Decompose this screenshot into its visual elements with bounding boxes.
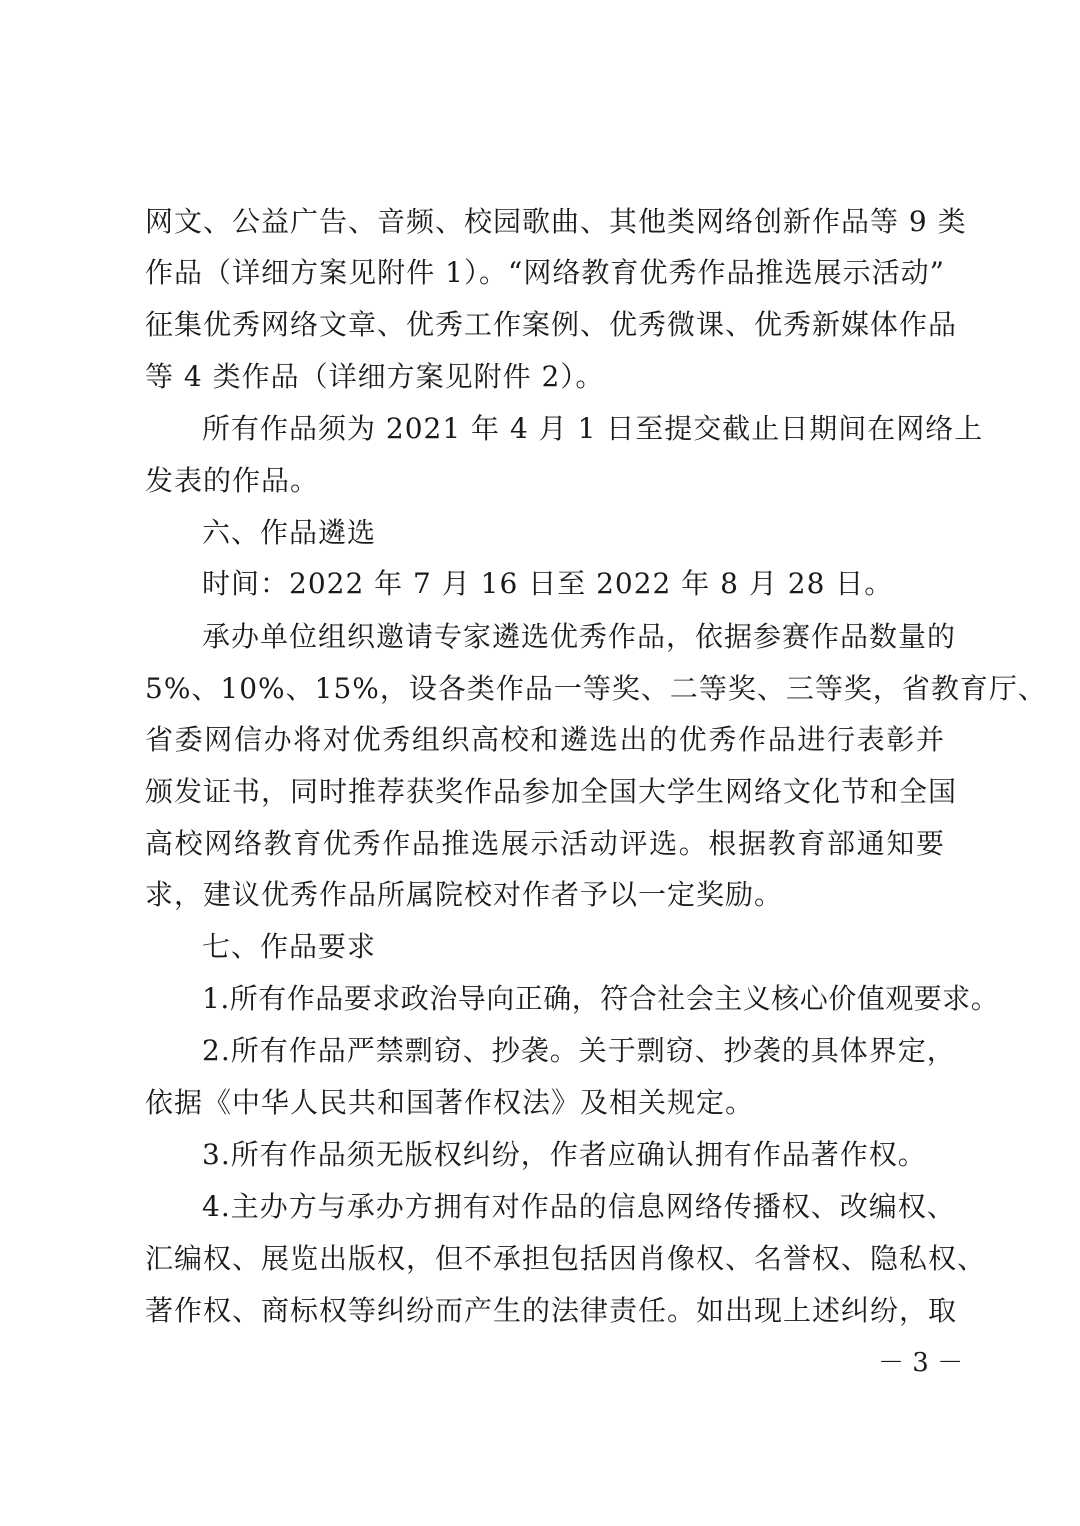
- paragraph-line: 求，建议优秀作品所属院校对作者予以一定奖励。: [145, 878, 784, 911]
- section-heading: 七、作品要求: [202, 930, 377, 963]
- requirement-item: 依据《中华人民共和国著作权法》及相关规定。: [145, 1086, 755, 1119]
- paragraph-line: 高校网络教育优秀作品推选展示活动评选。根据教育部通知要: [145, 827, 945, 860]
- paragraph-line: 承办单位组织邀请专家遴选优秀作品，依据参赛作品数量的: [202, 620, 957, 653]
- paragraph-line: 发表的作品。: [145, 464, 320, 497]
- paragraph-line: 网文、公益广告、音频、校园歌曲、其他类网络创新作品等 9 类: [145, 205, 967, 238]
- page-number: － 3 －: [878, 1348, 964, 1378]
- paragraph-line: 等 4 类作品（详细方案见附件 2）。: [145, 360, 605, 393]
- requirement-item: 1.所有作品要求政治导向正确，符合社会主义核心价值观要求。: [202, 982, 1000, 1015]
- requirement-item: 4.主办方与承办方拥有对作品的信息网络传播权、改编权、: [202, 1190, 956, 1223]
- requirement-item: 3.所有作品须无版权纠纷，作者应确认拥有作品著作权。: [202, 1138, 927, 1171]
- paragraph-line: 所有作品须为 2021 年 4 月 1 日至提交截止日期间在网络上: [202, 412, 984, 445]
- paragraph-line: 5%、10%、15%，设各类作品一等奖、二等奖、三等奖，省教育厅、: [145, 672, 1047, 705]
- paragraph-line: 颁发证书，同时推荐获奖作品参加全国大学生网络文化节和全国: [145, 775, 958, 808]
- paragraph-line: 征集优秀网络文章、优秀工作案例、优秀微课、优秀新媒体作品: [145, 308, 958, 341]
- time-line: 时间：2022 年 7 月 16 日至 2022 年 8 月 28 日。: [202, 567, 894, 600]
- requirement-item: 2.所有作品严禁剽窃、抄袭。关于剽窃、抄袭的具体界定，: [202, 1034, 956, 1067]
- paragraph-line: 作品（详细方案见附件 1）。“网络教育优秀作品推选展示活动”: [145, 256, 945, 289]
- requirement-item: 著作权、商标权等纠纷而产生的法律责任。如出现上述纠纷，取: [145, 1294, 958, 1327]
- requirement-item: 汇编权、展览出版权，但不承担包括因肖像权、名誉权、隐私权、: [145, 1242, 987, 1275]
- paragraph-line: 省委网信办将对优秀组织高校和遴选出的优秀作品进行表彰并: [145, 723, 945, 756]
- section-heading: 六、作品遴选: [202, 516, 377, 549]
